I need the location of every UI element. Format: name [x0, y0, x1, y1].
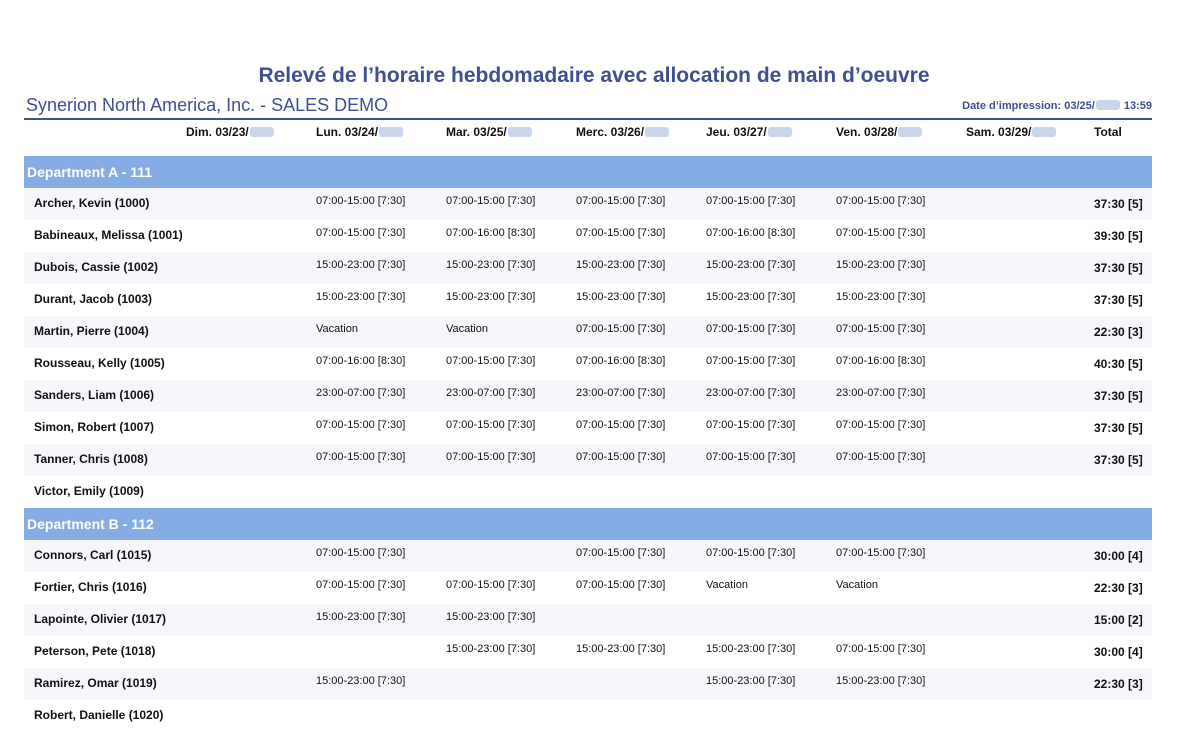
header-rule [24, 118, 1152, 120]
row-total: 37:30 [5] [1094, 453, 1143, 467]
schedule-cell: 15:00-23:00 [7:30] [706, 259, 796, 271]
table-row [24, 188, 1152, 220]
schedule-cell: 07:00-15:00 [7:30] [316, 419, 406, 431]
schedule-cell: 23:00-07:00 [7:30] [446, 387, 536, 399]
report-title: Relevé de l’horaire hebdomadaire avec allocation de main d’oeuvre [258, 64, 930, 87]
schedule-cell: 07:00-15:00 [7:30] [576, 579, 666, 591]
row-total: 15:00 [2] [1094, 613, 1143, 627]
table-row [24, 636, 1152, 668]
column-header-label: Mar. 03/25/ [446, 125, 507, 139]
column-header-day [186, 125, 275, 139]
schedule-cell: 15:00-23:00 [7:30] [706, 291, 796, 303]
schedule-cell: 07:00-15:00 [7:30] [316, 547, 406, 559]
schedule-cell: 15:00-23:00 [7:30] [836, 675, 926, 687]
redacted-year [379, 127, 403, 137]
schedule-cell: 07:00-15:00 [7:30] [446, 355, 536, 367]
print-date-label: Date d’impression: 03/25/ [962, 100, 1095, 112]
row-total: 39:30 [5] [1094, 229, 1143, 243]
schedule-cell: 07:00-15:00 [7:30] [836, 227, 926, 239]
schedule-cell: 15:00-23:00 [7:30] [576, 643, 666, 655]
schedule-cell: 07:00-15:00 [7:30] [576, 451, 666, 463]
schedule-cell: 15:00-23:00 [7:30] [836, 259, 926, 271]
column-header-day [316, 125, 404, 139]
redacted-year [1096, 100, 1120, 110]
table-row [24, 476, 1152, 508]
schedule-cell: 23:00-07:00 [7:30] [576, 387, 666, 399]
schedule-cell: 07:00-15:00 [7:30] [576, 195, 666, 207]
employee-name: Victor, Emily (1009) [34, 484, 144, 498]
employee-name: Durant, Jacob (1003) [34, 292, 153, 306]
schedule-cell: 07:00-15:00 [7:30] [446, 195, 536, 207]
table-row [24, 540, 1152, 572]
schedule-cell: 07:00-15:00 [7:30] [316, 227, 406, 239]
table-row [24, 412, 1152, 444]
row-total: 30:00 [4] [1094, 549, 1143, 563]
table-row [24, 444, 1152, 476]
schedule-cell: 07:00-15:00 [7:30] [576, 227, 666, 239]
row-total: 37:30 [5] [1094, 421, 1143, 435]
table-row [24, 284, 1152, 316]
schedule-cell: 15:00-23:00 [7:30] [706, 675, 796, 687]
employee-name: Babineaux, Melissa (1001) [34, 228, 183, 242]
schedule-cell: 15:00-23:00 [7:30] [446, 291, 536, 303]
schedule-cell: 23:00-07:00 [7:30] [706, 387, 796, 399]
table-row [24, 380, 1152, 412]
schedule-cell: Vacation [706, 579, 748, 591]
employee-name: Rousseau, Kelly (1005) [34, 356, 165, 370]
table-row [24, 604, 1152, 636]
schedule-cell: 07:00-16:00 [8:30] [706, 227, 796, 239]
department-header: Department B - 112 [24, 508, 1152, 540]
employee-name: Lapointe, Olivier (1017) [34, 612, 167, 626]
employee-name: Connors, Carl (1015) [34, 548, 152, 562]
schedule-cell: 07:00-15:00 [7:30] [316, 579, 406, 591]
schedule-cell: 07:00-15:00 [7:30] [836, 547, 926, 559]
redacted-year [898, 127, 922, 137]
row-total: 37:30 [5] [1094, 293, 1143, 307]
column-header-day [706, 125, 793, 139]
table-row [24, 220, 1152, 252]
schedule-cell: 07:00-15:00 [7:30] [316, 451, 406, 463]
column-header-label: Sam. 03/29/ [966, 125, 1032, 139]
schedule-cell: 07:00-15:00 [7:30] [836, 451, 926, 463]
table-row [24, 348, 1152, 380]
schedule-cell: 15:00-23:00 [7:30] [316, 291, 406, 303]
schedule-cell: 07:00-16:00 [8:30] [836, 355, 926, 367]
schedule-cell: 15:00-23:00 [7:30] [316, 259, 406, 271]
employee-name: Tanner, Chris (1008) [34, 452, 148, 466]
schedule-cell: 07:00-15:00 [7:30] [836, 323, 926, 335]
schedule-cell: 07:00-15:00 [7:30] [576, 323, 666, 335]
column-header-day [966, 125, 1057, 139]
employee-name: Fortier, Chris (1016) [34, 580, 147, 594]
redacted-year [645, 127, 669, 137]
employee-name: Simon, Robert (1007) [34, 420, 155, 434]
table-row [24, 668, 1152, 700]
schedule-cell: 07:00-15:00 [7:30] [706, 323, 796, 335]
employee-name: Archer, Kevin (1000) [34, 196, 150, 210]
column-header-label: Merc. 03/26/ [576, 125, 645, 139]
column-header-day [836, 125, 923, 139]
schedule-cell: 07:00-15:00 [7:30] [316, 195, 406, 207]
schedule-cell: 15:00-23:00 [7:30] [446, 611, 536, 623]
schedule-cell: Vacation [836, 579, 878, 591]
table-row [24, 252, 1152, 284]
table-row [24, 316, 1152, 348]
schedule-cell: 07:00-15:00 [7:30] [706, 419, 796, 431]
row-total: 22:30 [3] [1094, 325, 1143, 339]
employee-name: Dubois, Cassie (1002) [34, 260, 159, 274]
column-header-label: Ven. 03/28/ [836, 125, 898, 139]
employee-name: Sanders, Liam (1006) [34, 388, 155, 402]
schedule-cell: 15:00-23:00 [7:30] [706, 643, 796, 655]
schedule-cell: 15:00-23:00 [7:30] [446, 259, 536, 271]
redacted-year [768, 127, 792, 137]
schedule-cell: 07:00-15:00 [7:30] [576, 547, 666, 559]
schedule-cell: 07:00-15:00 [7:30] [446, 419, 536, 431]
schedule-cell: 07:00-15:00 [7:30] [446, 451, 536, 463]
schedule-cell: 15:00-23:00 [7:30] [576, 259, 666, 271]
schedule-cell: Vacation [316, 323, 358, 335]
column-header-label: Lun. 03/24/ [316, 125, 379, 139]
company-name: Synerion North America, Inc. - SALES DEMO [26, 95, 389, 115]
schedule-cell: 07:00-16:00 [8:30] [446, 227, 536, 239]
schedule-cell: 07:00-15:00 [7:30] [706, 195, 796, 207]
schedule-cell: 07:00-15:00 [7:30] [836, 643, 926, 655]
row-total: 37:30 [5] [1094, 389, 1143, 403]
schedule-cell: 23:00-07:00 [7:30] [836, 387, 926, 399]
redacted-year [1032, 127, 1056, 137]
table-row [24, 700, 1152, 732]
schedule-cell: 15:00-23:00 [7:30] [576, 291, 666, 303]
column-header-day [576, 125, 670, 139]
employee-name: Robert, Danielle (1020) [34, 708, 164, 722]
row-total: 40:30 [5] [1094, 357, 1143, 371]
schedule-cell: Vacation [446, 323, 488, 335]
row-total: 37:30 [5] [1094, 261, 1143, 275]
schedule-cell: 23:00-07:00 [7:30] [316, 387, 406, 399]
schedule-cell: 15:00-23:00 [7:30] [316, 611, 406, 623]
print-time: 13:59 [1123, 100, 1152, 112]
redacted-year [508, 127, 532, 137]
employee-name: Peterson, Pete (1018) [34, 644, 156, 658]
schedule-cell: 07:00-15:00 [7:30] [446, 579, 536, 591]
schedule-cell: 07:00-16:00 [8:30] [576, 355, 666, 367]
schedule-cell: 15:00-23:00 [7:30] [316, 675, 406, 687]
row-total: 22:30 [3] [1094, 677, 1143, 691]
schedule-cell: 07:00-15:00 [7:30] [576, 419, 666, 431]
schedule-cell: 07:00-16:00 [8:30] [316, 355, 406, 367]
column-header-day [446, 125, 533, 139]
schedule-cell: 15:00-23:00 [7:30] [446, 643, 536, 655]
column-header-total: Total [1094, 125, 1122, 139]
schedule-cell: 07:00-15:00 [7:30] [706, 451, 796, 463]
column-header-label: Dim. 03/23/ [186, 125, 249, 139]
row-total: 37:30 [5] [1094, 197, 1143, 211]
department-header: Department A - 111 [24, 156, 1152, 188]
print-date [962, 100, 1152, 112]
employee-name: Ramirez, Omar (1019) [34, 676, 157, 690]
row-total: 30:00 [4] [1094, 645, 1143, 659]
column-header-label: Jeu. 03/27/ [706, 125, 767, 139]
schedule-cell: 15:00-23:00 [7:30] [836, 291, 926, 303]
row-total: 22:30 [3] [1094, 581, 1143, 595]
table-row [24, 572, 1152, 604]
employee-name: Martin, Pierre (1004) [34, 324, 149, 338]
redacted-year [250, 127, 274, 137]
schedule-cell: 07:00-15:00 [7:30] [706, 355, 796, 367]
schedule-cell: 07:00-15:00 [7:30] [836, 195, 926, 207]
schedule-cell: 07:00-15:00 [7:30] [706, 547, 796, 559]
schedule-cell: 07:00-15:00 [7:30] [836, 419, 926, 431]
